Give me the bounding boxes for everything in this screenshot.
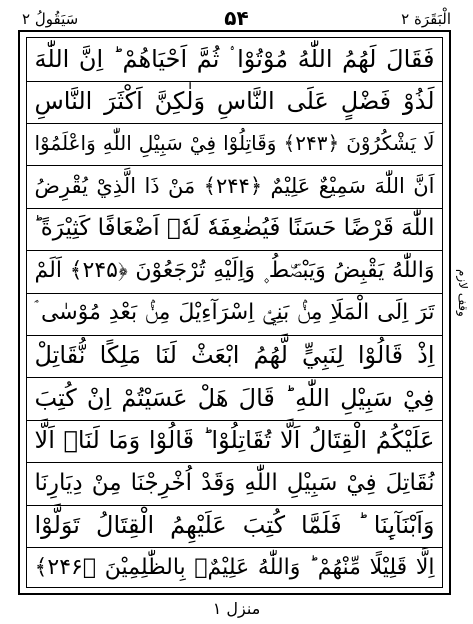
verse-text: اَنَّ اللّٰهَ سَمِيْعٌ عَلِيْمٌ ﴿۲۴۴﴾ مَنْ ذَا الَّذِيْ يُقْرِضُ (34, 173, 435, 198)
verse-text: فِيْ سَبِيْلِ اللّٰهِ ؕ قَالَ هَلْ عَسَيْتُمْ اِنْ كُتِبَ (34, 384, 435, 412)
verse-line-8 (26, 333, 443, 378)
surah-name: الْبَقَرَة ۲ (401, 10, 451, 28)
verse-line-9 (26, 376, 443, 421)
verse-line-13 (26, 545, 443, 590)
margin-note: وقف لازم (456, 269, 470, 317)
verse-text: فَقَالَ لَهُمُ اللّٰهُ مُوْتُوْا ۟ ثُمَّ اَحْيَاهُمْ ؕ اِنَّ اللّٰهَ (34, 45, 435, 73)
verse-lines (26, 37, 443, 588)
verse-text: تَرَ اِلَى الْمَلَاِ مِنْۢ بَنِيْۤ اِسْرَآءِيْلَ مِنْۢ بَعْدِ مُوْسٰى ۘ (34, 300, 435, 325)
verse-line-6 (26, 249, 443, 294)
verse-text: وَاللّٰهُ يَقْبِضُ وَيَبْصُۜطُ ۪ وَاِلَيْهِ تُرْجَعُوْنَ ﴿۲۴۵﴾ اَلَمْ (34, 258, 435, 283)
verse-line-2 (26, 79, 443, 124)
verse-text: اِلَّا قَلِيْلًا مِّنْهُمْ ؕ وَاللّٰهُ عَلِيْمٌۢ بِالظّٰلِمِيْنَ ﴿۲۴۶﴾ (34, 554, 435, 580)
verse-line-11 (26, 461, 443, 506)
verse-text: اِذْ قَالُوْا لِنَبِيٍّ لَّهُمُ ابْعَثْ لَنَا مَلِكًا نُّقَاتِلْ (34, 341, 435, 369)
page-header (18, 6, 455, 32)
page-number: ۵۴ (224, 6, 249, 30)
verse-line-4 (26, 164, 443, 209)
verse-text: لَذُوْ فَضْلٍ عَلَى النَّاسِ وَلٰكِنَّ اَكْثَرَ النَّاسِ (34, 87, 435, 115)
page-footer: منزل ۱ (212, 599, 261, 618)
verse-line-1 (26, 37, 443, 82)
verse-text: عَلَيْكُمُ الْقِتَالُ اَلَّا تُقَاتِلُوْا ؕ قَالُوْا وَمَا لَنَاۤ اَلَّا (34, 426, 435, 454)
verse-line-10 (26, 418, 443, 463)
verse-line-7 (26, 291, 443, 336)
verse-text: اللّٰهَ قَرْضًا حَسَنًا فَيُضٰعِفَهٗ لَهٗۤ اَضْعَافًا كَثِيْرَةً ؕ (33, 214, 435, 241)
verse-line-5 (26, 206, 443, 251)
verse-text: لَا يَشْكُرُوْنَ ﴿۲۴۳﴾ وَقَاتِلُوْا فِيْ سَبِيْلِ اللّٰهِ وَاعْلَمُوْا (34, 131, 435, 155)
juz-name: سَيَقُولُ ۲ (22, 10, 79, 28)
verse-text: وَاَبْنَآىِٕنَا ؕ فَلَمَّا كُتِبَ عَلَيْهِمُ الْقِتَالُ تَوَلَّوْا (34, 511, 435, 539)
verse-line-3 (26, 121, 443, 166)
verse-line-12 (26, 503, 443, 548)
verse-text: نُقَاتِلَ فِيْ سَبِيْلِ اللّٰهِ وَقَدْ اُخْرِجْنَا مِنْ دِيَارِنَا (34, 469, 435, 496)
